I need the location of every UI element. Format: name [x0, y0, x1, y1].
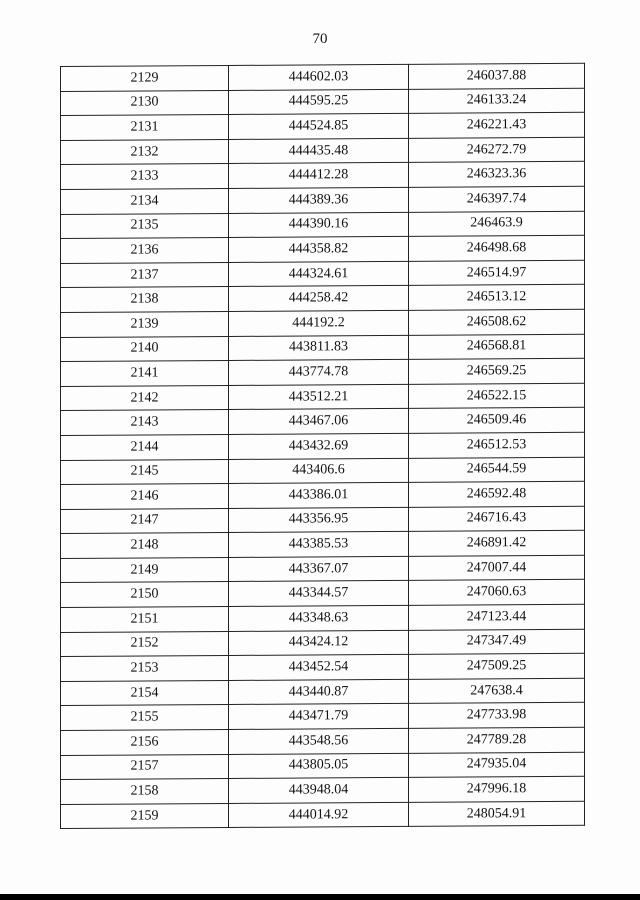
y-coordinate-cell: 246397.74: [409, 186, 585, 212]
point-number-cell: 2146: [61, 484, 229, 510]
y-coordinate-cell: 246272.79: [409, 137, 585, 163]
table-row: [61, 629, 585, 657]
point-number-cell: 2132: [61, 139, 229, 165]
point-number-cell: 2140: [61, 336, 229, 362]
y-coordinate-cell: 246498.68: [409, 235, 585, 261]
x-coordinate-cell: 443811.83: [229, 335, 409, 361]
y-coordinate-cell: 246463.9: [409, 211, 585, 237]
point-number-cell: 2134: [61, 188, 229, 214]
y-coordinate-cell: 246716.43: [409, 506, 585, 532]
table-row: [61, 112, 585, 140]
x-coordinate-cell: 444358.82: [229, 237, 409, 263]
x-coordinate-cell: 444014.92: [229, 802, 409, 828]
x-coordinate-cell: 443432.69: [229, 433, 409, 459]
table-row: [61, 285, 585, 313]
point-number-cell: 2149: [61, 557, 229, 583]
y-coordinate-cell: 247123.44: [409, 604, 585, 630]
x-coordinate-cell: 444258.42: [229, 286, 409, 312]
coordinates-table-body: [61, 63, 585, 829]
table-row: [61, 432, 585, 460]
y-coordinate-cell: 246592.48: [409, 481, 585, 507]
point-number-cell: 2145: [61, 459, 229, 485]
table-row: [61, 137, 585, 165]
y-coordinate-cell: 246508.62: [409, 309, 585, 335]
point-number-cell: 2129: [61, 65, 229, 91]
x-coordinate-cell: 444412.28: [229, 163, 409, 189]
table-row: [61, 457, 585, 485]
y-coordinate-cell: 246133.24: [409, 88, 585, 114]
x-coordinate-cell: 444524.85: [229, 114, 409, 140]
x-coordinate-cell: 443385.53: [229, 532, 409, 558]
table-row: [61, 309, 585, 337]
y-coordinate-cell: 247789.28: [409, 727, 585, 753]
point-number-cell: 2156: [61, 730, 229, 756]
table-row: [61, 235, 585, 263]
point-number-cell: 2151: [61, 607, 229, 633]
point-number-cell: 2131: [61, 115, 229, 141]
table-row: [61, 678, 585, 706]
table-row: [61, 358, 585, 386]
x-coordinate-cell: 443774.78: [229, 359, 409, 385]
table-row: [61, 383, 585, 411]
point-number-cell: 2135: [61, 213, 229, 239]
point-number-cell: 2133: [61, 164, 229, 190]
y-coordinate-cell: 246522.15: [409, 383, 585, 409]
scan-edge: [0, 894, 640, 900]
y-coordinate-cell: 246513.12: [409, 285, 585, 311]
point-number-cell: 2141: [61, 361, 229, 387]
y-coordinate-cell: 247007.44: [409, 555, 585, 581]
table-row: [61, 604, 585, 632]
y-coordinate-cell: 246891.42: [409, 531, 585, 557]
y-coordinate-cell: 246509.46: [409, 408, 585, 434]
x-coordinate-cell: 443386.01: [229, 482, 409, 508]
y-coordinate-cell: 248054.91: [409, 801, 585, 827]
x-coordinate-cell: 443548.56: [229, 728, 409, 754]
y-coordinate-cell: 246512.53: [409, 432, 585, 458]
y-coordinate-cell: 246568.81: [409, 334, 585, 360]
x-coordinate-cell: 444435.48: [229, 138, 409, 164]
table-row: [61, 63, 585, 91]
x-coordinate-cell: 443356.95: [229, 507, 409, 533]
point-number-cell: 2158: [61, 779, 229, 805]
x-coordinate-cell: 443512.21: [229, 384, 409, 410]
y-coordinate-cell: 246221.43: [409, 112, 585, 138]
y-coordinate-cell: 247996.18: [409, 777, 585, 803]
table-row: [61, 752, 585, 780]
table-row: [61, 88, 585, 116]
x-coordinate-cell: 444324.61: [229, 261, 409, 287]
table-row: [61, 703, 585, 731]
table-row: [61, 777, 585, 805]
y-coordinate-cell: 247638.4: [409, 678, 585, 704]
table-row: [61, 334, 585, 362]
x-coordinate-cell: 443467.06: [229, 409, 409, 435]
table-row: [61, 654, 585, 682]
x-coordinate-cell: 444192.2: [229, 310, 409, 336]
point-number-cell: 2139: [61, 311, 229, 337]
x-coordinate-cell: 443367.07: [229, 556, 409, 582]
y-coordinate-cell: 246544.59: [409, 457, 585, 483]
x-coordinate-cell: 444390.16: [229, 212, 409, 238]
y-coordinate-cell: 246514.97: [409, 260, 585, 286]
x-coordinate-cell: 443348.63: [229, 605, 409, 631]
point-number-cell: 2147: [61, 508, 229, 534]
x-coordinate-cell: 443406.6: [229, 458, 409, 484]
y-coordinate-cell: 247733.98: [409, 703, 585, 729]
x-coordinate-cell: 443948.04: [229, 778, 409, 804]
x-coordinate-cell: 443471.79: [229, 704, 409, 730]
table-row: [61, 260, 585, 288]
y-coordinate-cell: 246569.25: [409, 358, 585, 384]
x-coordinate-cell: 443344.57: [229, 581, 409, 607]
table-row: [61, 801, 585, 829]
table-row: [61, 727, 585, 755]
table-row: [61, 211, 585, 239]
y-coordinate-cell: 246323.36: [409, 162, 585, 188]
x-coordinate-cell: 444602.03: [229, 64, 409, 90]
x-coordinate-cell: 443805.05: [229, 753, 409, 779]
x-coordinate-cell: 443452.54: [229, 655, 409, 681]
point-number-cell: 2148: [61, 533, 229, 559]
point-number-cell: 2137: [61, 262, 229, 288]
table-row: [61, 481, 585, 509]
x-coordinate-cell: 444595.25: [229, 89, 409, 115]
x-coordinate-cell: 443424.12: [229, 630, 409, 656]
point-number-cell: 2155: [61, 705, 229, 731]
point-number-cell: 2150: [61, 582, 229, 608]
point-number-cell: 2152: [61, 631, 229, 657]
point-number-cell: 2144: [61, 434, 229, 460]
x-coordinate-cell: 443440.87: [229, 679, 409, 705]
point-number-cell: 2157: [61, 754, 229, 780]
y-coordinate-cell: 247347.49: [409, 629, 585, 655]
y-coordinate-cell: 247935.04: [409, 752, 585, 778]
table-row: [61, 580, 585, 608]
coordinates-table: [60, 63, 585, 830]
point-number-cell: 2142: [61, 385, 229, 411]
page-number: 70: [312, 31, 328, 47]
table-row: [61, 162, 585, 190]
point-number-cell: 2153: [61, 656, 229, 682]
y-coordinate-cell: 247060.63: [409, 580, 585, 606]
point-number-cell: 2143: [61, 410, 229, 436]
point-number-cell: 2154: [61, 680, 229, 706]
table-row: [61, 186, 585, 214]
table-row: [61, 555, 585, 583]
y-coordinate-cell: 246037.88: [409, 63, 585, 89]
table-row: [61, 506, 585, 534]
point-number-cell: 2130: [61, 90, 229, 116]
point-number-cell: 2136: [61, 238, 229, 264]
y-coordinate-cell: 247509.25: [409, 654, 585, 680]
point-number-cell: 2138: [61, 287, 229, 313]
table-row: [61, 531, 585, 559]
table-row: [61, 408, 585, 436]
x-coordinate-cell: 444389.36: [229, 187, 409, 213]
point-number-cell: 2159: [61, 803, 229, 829]
